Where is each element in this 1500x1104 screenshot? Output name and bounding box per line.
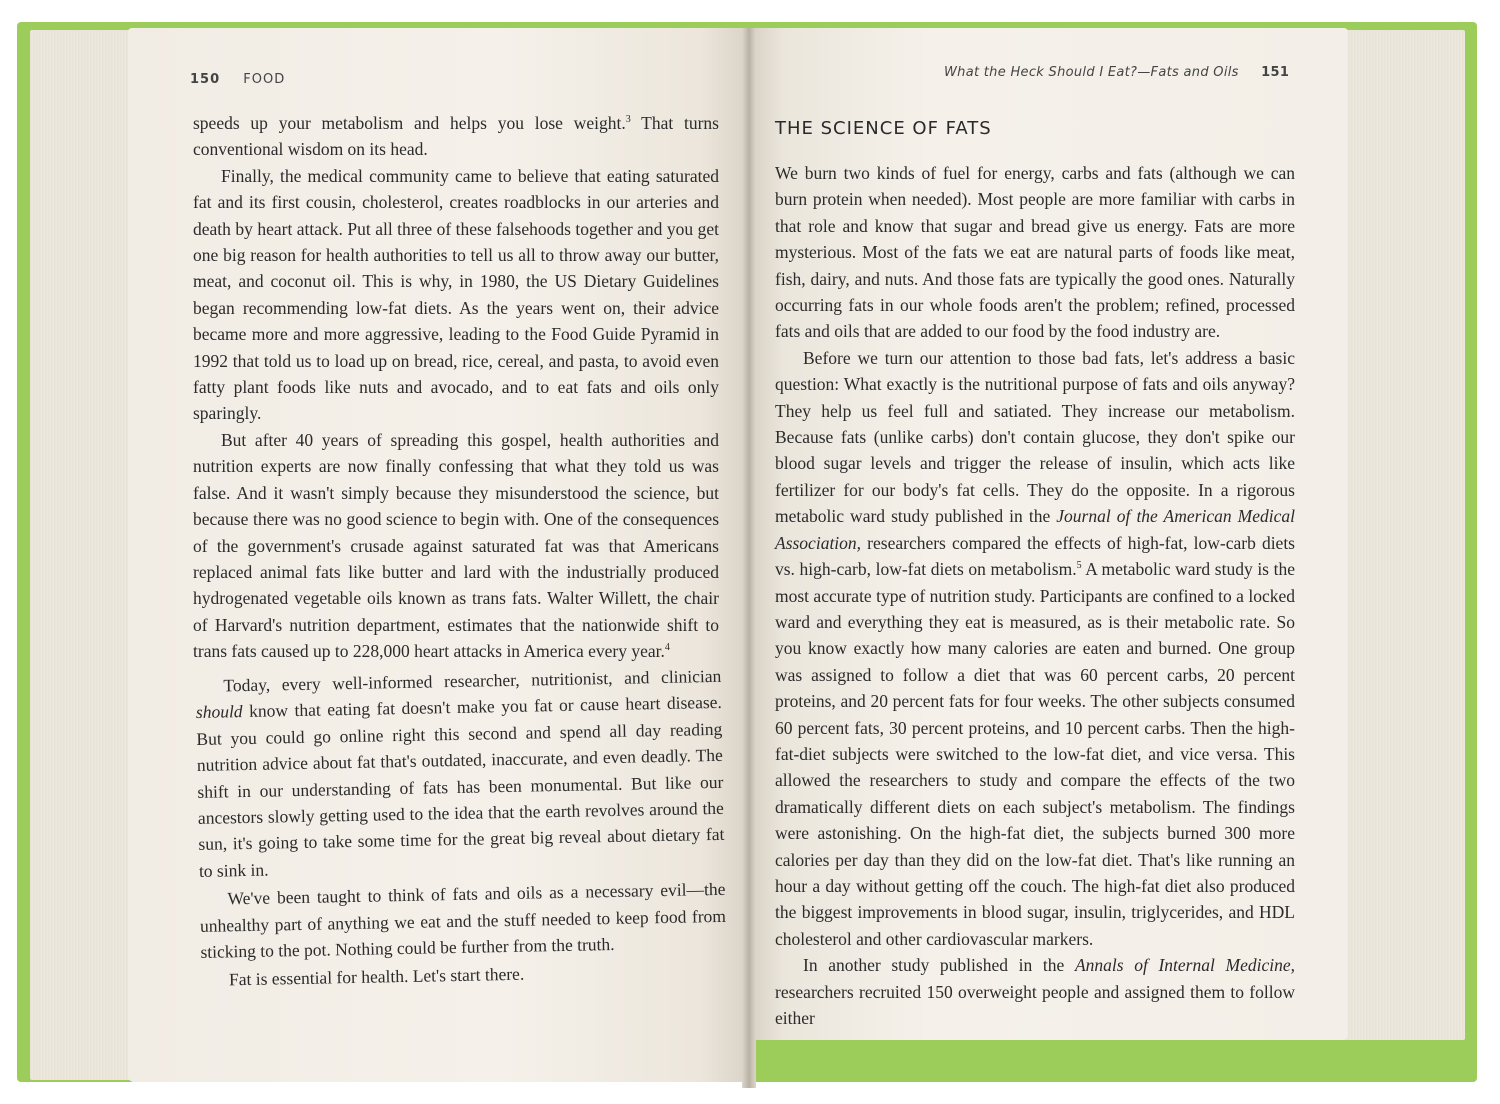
- right-page-text: [775, 160, 1295, 1031]
- emphasis-text: Journal of the American Medical Association,: [775, 506, 1295, 553]
- left-page-text: [193, 110, 727, 990]
- paragraph-text: researchers recruited 150 overweight people and assigned them to follow either: [775, 981, 1295, 1028]
- section-heading: THE SCIENCE OF FATS: [775, 118, 992, 139]
- paragraph-text: That turns conventional wisdom on its head.: [193, 113, 719, 160]
- left-page-number: 150: [190, 72, 221, 87]
- paragraph: We've been taught to think of fats and oils as a necessary evil—the unhealthy part of anything we eat and the stuff needed to keep food from sticking to the pot. Nothing could be further from the truth.: [199, 878, 727, 962]
- emphasis-text: should: [195, 700, 243, 722]
- footnote-ref: 4: [664, 642, 670, 654]
- right-running-head: [944, 65, 1289, 80]
- paragraph-text: A metabolic ward study is the most accurate type of nutrition study. Participants are confined to a locked ward and everything they eat is measured, as is their metabolic rate. So you know exactly how many calories are eaten and burned. One group was assigned to follow a diet that was 60 percent carbs, 20 percent proteins, and 20 percent fats for four weeks. The other subjects consumed 60 percent fats, 30 percent proteins, and 10 percent carbs. Then the high-fat-diet subjects were switched to the low-fat diet, and vice versa. This allowed the researchers to study and compare the effects of the two dramatically different diets on each subject's metabolism. The findings were astonishing. On the high-fat diet, the subjects burned 300 more calories per day than they did on the low-fat diet. That's like running an hour a day without getting off the couch. The high-fat diet also produced the biggest improvements in blood sugar, insulin, triglycerides, and HDL cholesterol and other cardiovascular markers.: [775, 559, 1295, 949]
- paragraph: [193, 427, 719, 665]
- paragraph-text: researchers compared the effects of high-fat, low-carb diets vs. high-carb, low-fat diets on metabolism.: [775, 532, 1295, 580]
- paragraph: [775, 952, 1295, 1031]
- paragraph-text: Before we turn our attention to those bad fats, let's address a basic question: What exactly is the nutritional purpose of fats and oils anyway? They help us feel full and satiated. They increase our metabolism. Because fats (unlike carbs) don't contain glucose, they don't spike our blood sugar levels and trigger the release of insulin, which acts like fertilizer for our body's fat cells. They do the opposite. In a rigorous metabolic ward study published in the: [775, 347, 1295, 527]
- paragraph-text: Today, every well-informed researcher, nutritionist, and clinician: [223, 665, 722, 695]
- right-running-head-title: What the Heck Should I Eat?—Fats and Oils: [944, 65, 1239, 80]
- left-running-head: [190, 72, 285, 87]
- paragraph: [775, 345, 1295, 952]
- right-page-number: 151: [1261, 65, 1290, 80]
- paragraph: Fat is essential for health. Let's start there.: [228, 963, 525, 990]
- left-running-head-title: FOOD: [243, 72, 286, 87]
- emphasis-text: Annals of Internal Medicine,: [1074, 955, 1295, 976]
- left-page-lower-curve: [195, 662, 727, 993]
- book-gutter: [742, 28, 756, 1088]
- footnote-ref: 3: [625, 114, 631, 126]
- paragraph-text: speeds up your metabolism and helps you lose weight.: [193, 113, 626, 133]
- paragraph-text: In another study published in the: [803, 955, 1075, 976]
- paragraph: [195, 662, 725, 883]
- paragraph-text: know that eating fat doesn't make you fat or cause heart disease. But you could go online right this second and spend all day reading nutrition advice about fat that's outdated, inaccurate, and even deadly. The shift in our understanding of fats has been monumental. But like our ancestors slowly getting used to the idea that the earth revolves around the sun, it's going to take some time for the great big reveal about dietary fat to sink in.: [196, 691, 725, 881]
- footnote-ref: 5: [1076, 560, 1082, 572]
- paragraph: Finally, the medical community came to believe that eating saturated fat and its first cousin, cholesterol, creates roadblocks in our arteries and death by heart attack. Put all three of these falsehoods together and you get one big reason for health authorities to tell us all to throw away our butter, meat, and coconut oil. This is why, in 1980, the US Dietary Guidelines began recommending low-fat diets. As the years went on, their advice became more and more aggressive, leading to the Food Guide Pyramid in 1992 that told us to load up on bread, rice, cereal, and pasta, to avoid even fatty plant foods like nuts and avocado, and to eat fats and oils only sparingly.: [193, 165, 719, 424]
- paragraph: [193, 110, 719, 163]
- page-edges-right: [1330, 30, 1465, 1040]
- paragraph: We burn two kinds of fuel for energy, carbs and fats (although we can burn protein when needed). Most people are more familiar with carbs in that role and know that sugar and bread give us energy. Fats are more mysterious. Most of the fats we eat are natural parts of foods like meat, fish, dairy, and nuts. And those fats are typically the good ones. Naturally occurring fats in our whole foods aren't the problem; refined, processed fats and oils that are added to our food by the food industry are.: [775, 163, 1295, 342]
- paragraph-text: But after 40 years of spreading this gospel, health authorities and nutrition experts are now finally confessing that what they told us was false. And it wasn't simply because they misunderstood the science, but because there was no good science to begin with. One of the consequences of the government's crusade against saturated fat was that Americans replaced animal fats like butter and lard with the industrially produced hydrogenated vegetable oils known as trans fats. Walter Willett, the chair of Harvard's nutrition department, estimates that the nationwide shift to trans fats caused up to 228,000 heart attacks in America every year.: [193, 429, 719, 662]
